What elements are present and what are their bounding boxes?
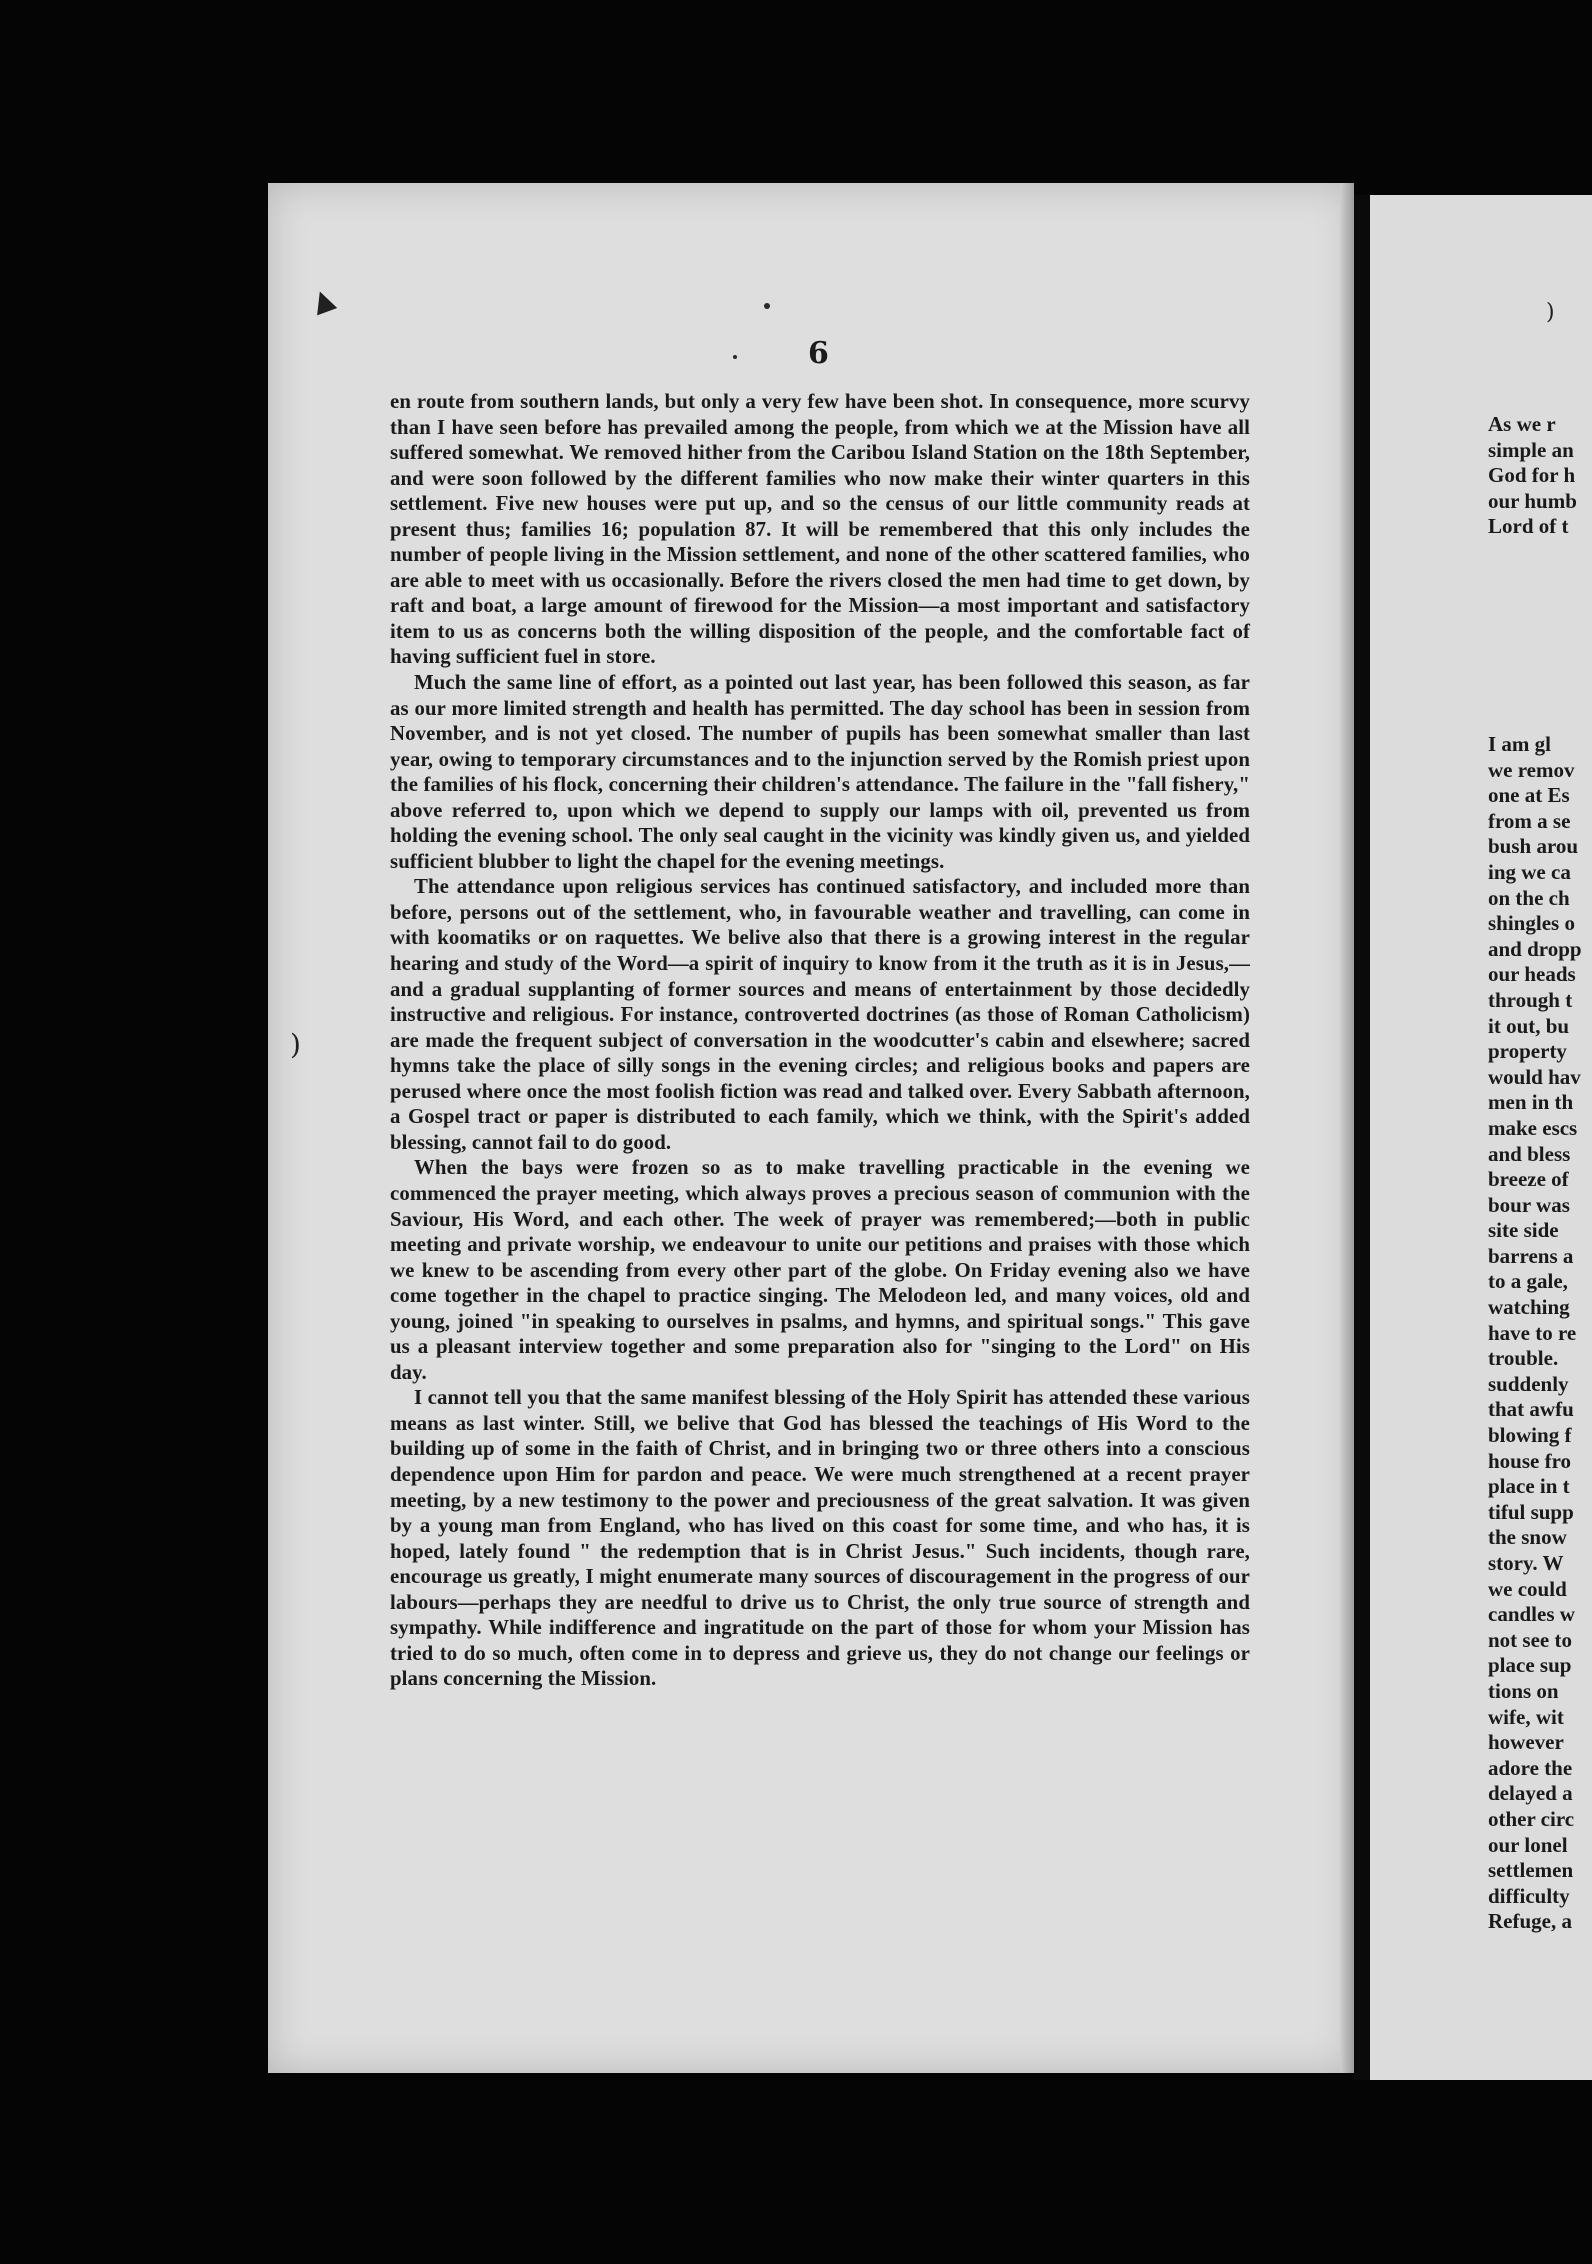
right-page-line: from a se: [1488, 808, 1571, 833]
page-body-text: [390, 389, 1250, 1692]
right-page-line: barrens a: [1488, 1243, 1574, 1268]
right-page-line: house fro: [1488, 1448, 1572, 1473]
right-page-line: bour was: [1488, 1192, 1570, 1217]
right-page-line: not see to: [1488, 1627, 1572, 1652]
paragraph: The attendance upon religious services has continued satisfactory, and included more than before, persons out of the settlement, who, in favourable weather and travelling, can come in with koomatiks or on raquettes. We belive also that there is a growing interest in the regular hearing and study of the Word—a spirit of inquiry to know from it the truth as it is in Jesus,—and a gradual supplanting of former sources and means of entertainment by those decidedly instructive and religious. For instance, controverted doctrines (as those of Roman Catholicism) are made the frequent subject of conversation in the woodcutter's cabin and elsewhere; sacred hymns take the place of silly songs in the evening circles; and religious books and papers are perused where once the most foolish fiction was read and talked over. Every Sabbath afternoon, a Gospel tract or paper is distributed to each family, which we think, with the Spirit's added blessing, cannot fail to do good.: [390, 875, 1250, 1154]
right-page-line: candles w: [1488, 1602, 1575, 1627]
right-page-line: Lord of t: [1488, 514, 1569, 539]
paragraph: Much the same line of effort, as a pointed out last year, has been followed this season, as far as our more limited strength and health has permitted. The day school has been in session from November, and is not yet closed. The number of pupils has been somewhat smaller than last year, owing to temporary circumstances and to the injunction served by the Romish priest upon the families of his flock, concerning their children's attendance. The failure in the "fall fishery," above referred to, upon which we depend to supply our lamps with oil, prevented us from holding the evening school. The only seal caught in the vicinity was kindly given us, and yielded sufficient blubber to light the chapel for the evening meetings.: [390, 671, 1250, 873]
right-page-line: would hav: [1488, 1064, 1581, 1089]
ink-mark: ▲: [307, 280, 339, 319]
right-page-line: wife, wit: [1488, 1704, 1564, 1729]
right-page-fragment-block: [1488, 732, 1582, 1935]
right-page-line: God for h: [1488, 463, 1576, 488]
right-page-line: site side: [1488, 1218, 1559, 1243]
right-page-line: ing we ca: [1488, 859, 1571, 884]
right-page-line: the snow: [1488, 1525, 1567, 1550]
right-page-line: we could: [1488, 1576, 1567, 1601]
right-page-line: that awfu: [1488, 1397, 1574, 1422]
right-page-line: place sup: [1488, 1653, 1572, 1678]
right-page-line: to a gale,: [1488, 1269, 1568, 1294]
right-page-line: men in th: [1488, 1090, 1574, 1115]
right-page-line: property: [1488, 1039, 1567, 1064]
right-page-line: on the ch: [1488, 885, 1570, 910]
right-page-line: As we r: [1488, 412, 1556, 436]
ink-speck: [733, 355, 737, 359]
right-page-line: tiful supp: [1488, 1499, 1574, 1524]
right-page-line: our heads: [1488, 962, 1576, 987]
right-page-line: and dropp: [1488, 936, 1582, 961]
paragraph: en route from southern lands, but only a very few have been shot. In consequence, more scurvy than I have seen before has prevailed among the people, from which we at the Mission have all suffered somewhat. We removed hither from the Caribou Island Station on the 18th September, and were soon followed by the different families who now make their winter quarters in this settlement. Five new houses were put up, and so the census of our little community reads at present thus; families 16; population 87. It will be remembered that this only includes the number of people living in the Mission settlement, and none of the other scattered families, who are able to meet with us occasionally. Before the rivers closed the men had time to get down, by raft and boat, a large amount of firewood for the Mission—a most important and satisfactory item to us as concerns both the willing disposition of the people, and the comfortable fact of having sufficient fuel in store.: [390, 390, 1250, 669]
right-page-line: story. W: [1488, 1551, 1564, 1575]
right-page-line: settlemen: [1488, 1858, 1574, 1883]
right-page-line: we remov: [1488, 757, 1575, 782]
right-page-line: our humb: [1488, 488, 1577, 513]
paragraph: I cannot tell you that the same manifest blessing of the Holy Spirit has attended these various means as last winter. Still, we belive that God has blessed the teachings of His Word to the building up of some in the faith of Christ, and in bringing two or three others into a conscious dependence upon Him for pardon and peace. We were much strengthened at a recent prayer meeting, by a new testimony to the power and preciousness of the great salvation. It was given by a young man from England, who has lived on this coast for some time, and who has, it is hoped, lately found " the redemption that is in Christ Jesus." Such incidents, though rare, encourage us greatly, I might enumerate many sources of discouragement in the progress of our labours—perhaps they are needful to drive us to Christ, the only true source of strength and sympathy. While indifference and ingratitude on the part of those for whom your Mission has tried to do so much, often come in to depress and grieve us, they do not change our feelings or plans concerning the Mission.: [390, 1386, 1250, 1691]
right-page-line: bush arou: [1488, 834, 1579, 859]
right-page-line: our lonel: [1488, 1832, 1568, 1857]
right-page-line: through t: [1488, 987, 1573, 1012]
margin-mark: ): [290, 1028, 301, 1061]
right-page-line: watching: [1488, 1295, 1570, 1320]
page-number: 6: [808, 336, 829, 371]
paragraph: When the bays were frozen so as to make travelling practicable in the evening we commenced the prayer meeting, which always proves a precious season of communion with the Saviour, His Word, and each other. The week of prayer was remembered;—both in public meeting and private worship, we endeavour to unite our petitions and praises with those which we knew to be ascending from every other part of the globe. On Friday evening also we have come together in the chapel to practice singing. The Melodeon led, and many voices, old and young, joined "in speaking to ourselves in psalms, and hymns, and spiritual songs." This gave us a pleasant interview together and some preparation also for "singing to the Lord" on His day.: [390, 1156, 1250, 1384]
right-page-line: breeze of: [1488, 1167, 1569, 1192]
right-page-line: difficulty: [1488, 1883, 1570, 1908]
right-page-line: other circ: [1488, 1806, 1575, 1831]
right-page-line: simple an: [1488, 437, 1574, 462]
margin-mark: ): [1546, 300, 1555, 325]
right-page-line: shingles o: [1488, 911, 1575, 936]
right-page-line: blowing f: [1488, 1423, 1572, 1448]
right-page-line: one at Es: [1488, 783, 1570, 808]
right-page-line: suddenly: [1488, 1371, 1569, 1396]
right-page-line: delayed a: [1488, 1781, 1573, 1806]
right-page-line: however: [1488, 1730, 1564, 1755]
right-page-fragment-block: [1488, 412, 1577, 540]
right-page-line: I am gl: [1488, 732, 1551, 756]
page-gutter: [1354, 195, 1370, 2080]
ink-speck: [764, 303, 770, 309]
right-page-line: Refuge, a: [1488, 1909, 1572, 1934]
right-page-line: place in t: [1488, 1474, 1570, 1499]
right-page-line: it out, bu: [1488, 1013, 1570, 1038]
right-page-line: and bless: [1488, 1141, 1571, 1166]
right-page-line: trouble.: [1488, 1346, 1559, 1371]
right-page-line: have to re: [1488, 1320, 1577, 1345]
right-page-line: adore the: [1488, 1755, 1573, 1780]
right-page-line: tions on: [1488, 1678, 1559, 1703]
right-page-line: make escs: [1488, 1115, 1578, 1140]
